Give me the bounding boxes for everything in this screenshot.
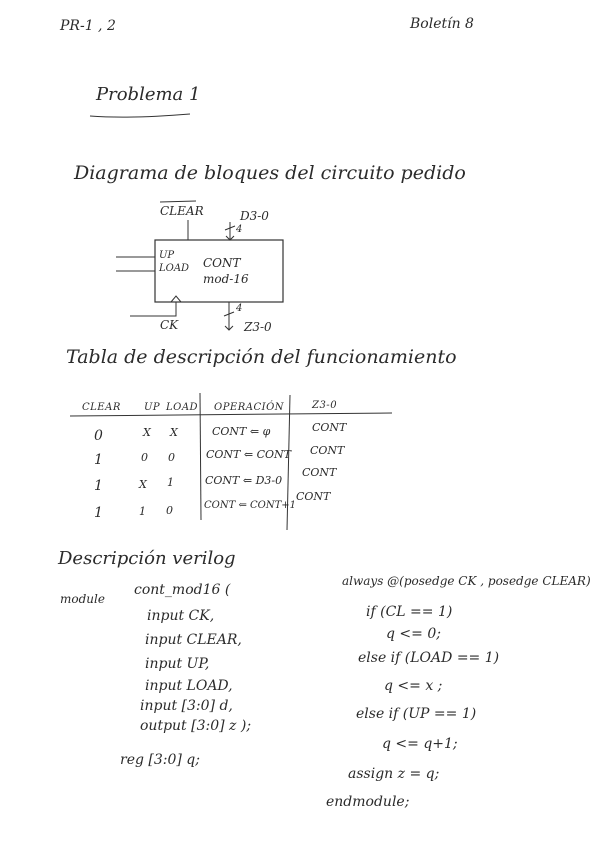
table-row-2-z: CONT [310,444,345,457]
clear-label: CLEAR [160,204,204,218]
header-left: PR-1 , 2 [60,18,116,34]
verilog-right-line-5: q <= x ; [384,678,443,694]
table-row-2-clear: 1 [94,452,103,468]
table-row-4-up: 1 [139,505,146,518]
problem-title: Problema 1 [96,84,201,105]
table-row-1-op: CONT ⇐ φ [212,425,271,438]
clock-triangle [171,296,181,302]
table-divider-1 [200,393,201,520]
verilog-module-keyword: module [60,592,105,606]
col-load: LOAD [166,402,199,413]
clear-overline [160,201,196,202]
verilog-right-line-1: always @(posedge CK , posedge CLEAR) [342,574,591,588]
verilog-left-line-1: cont_mod16 ( [134,582,231,598]
table-row-3-up: X [139,478,147,491]
data-in-label: D3-0 [240,209,269,223]
table-row-3-op: CONT ⇐ D3-0 [205,474,283,487]
clk-label: CK [160,318,179,332]
table-row-1-z: CONT [312,421,347,434]
col-operation: OPERACIÓN [214,402,285,413]
verilog-right-line-9: endmodule; [326,794,410,810]
bus-in-width: 4 [236,224,243,235]
table-row-2-up: 0 [141,451,148,464]
verilog-left-line-7: output [3:0] z ); [140,718,252,734]
table-row-1-up: X [143,426,151,439]
table-row-2-op: CONT ⇐ CONT [206,448,292,461]
header-right: Boletín 8 [410,16,474,32]
diagram-heading: Diagrama de bloques del circuito pedido [74,162,466,184]
table-row-4-op: CONT ⇐ CONT+1 [204,500,297,511]
verilog-left-line-2: input CK, [147,608,215,624]
verilog-right-line-4: else if (LOAD == 1) [358,650,500,666]
block-label-line1: CONT [203,256,241,270]
table-heading: Tabla de descripción del funcionamiento [66,346,457,368]
up-label: UP [159,250,175,261]
table-row-3-load: 1 [167,476,174,489]
block-label-line2: mod-16 [203,272,249,286]
verilog-left-line-5: input LOAD, [145,678,233,694]
verilog-right-line-7: q <= q+1; [382,736,458,752]
table-row-1-load: X [170,426,178,439]
verilog-heading: Descripción verilog [58,548,236,569]
table-row-4-clear: 1 [94,505,103,521]
table-row-4-load: 0 [166,504,173,517]
verilog-left-line-3: input CLEAR, [145,632,242,648]
table-header-rule [70,413,392,416]
table-row-1-clear: 0 [94,428,103,444]
verilog-right-line-3: q <= 0; [386,626,441,642]
verilog-left-line-6: input [3:0] d, [140,698,233,714]
title-underline [90,114,190,117]
col-clear: CLEAR [82,402,121,413]
table-row-2-load: 0 [168,451,175,464]
load-label: LOAD [159,263,190,274]
col-z: Z3-0 [312,400,338,411]
table-row-4-z: CONT [296,490,331,503]
verilog-left-line-8: reg [3:0] q; [120,752,200,768]
table-row-3-clear: 1 [94,478,103,494]
clock-line [130,302,176,316]
bus-out-width: 4 [236,303,243,314]
verilog-right-line-6: else if (UP == 1) [356,706,477,722]
verilog-right-line-8: assign z = q; [348,766,440,782]
data-out-label: Z3-0 [244,320,272,334]
verilog-right-line-2: if (CL == 1) [366,604,453,620]
table-row-3-z: CONT [302,466,337,479]
col-up: UP [144,402,161,413]
verilog-left-line-4: input UP, [145,656,210,672]
